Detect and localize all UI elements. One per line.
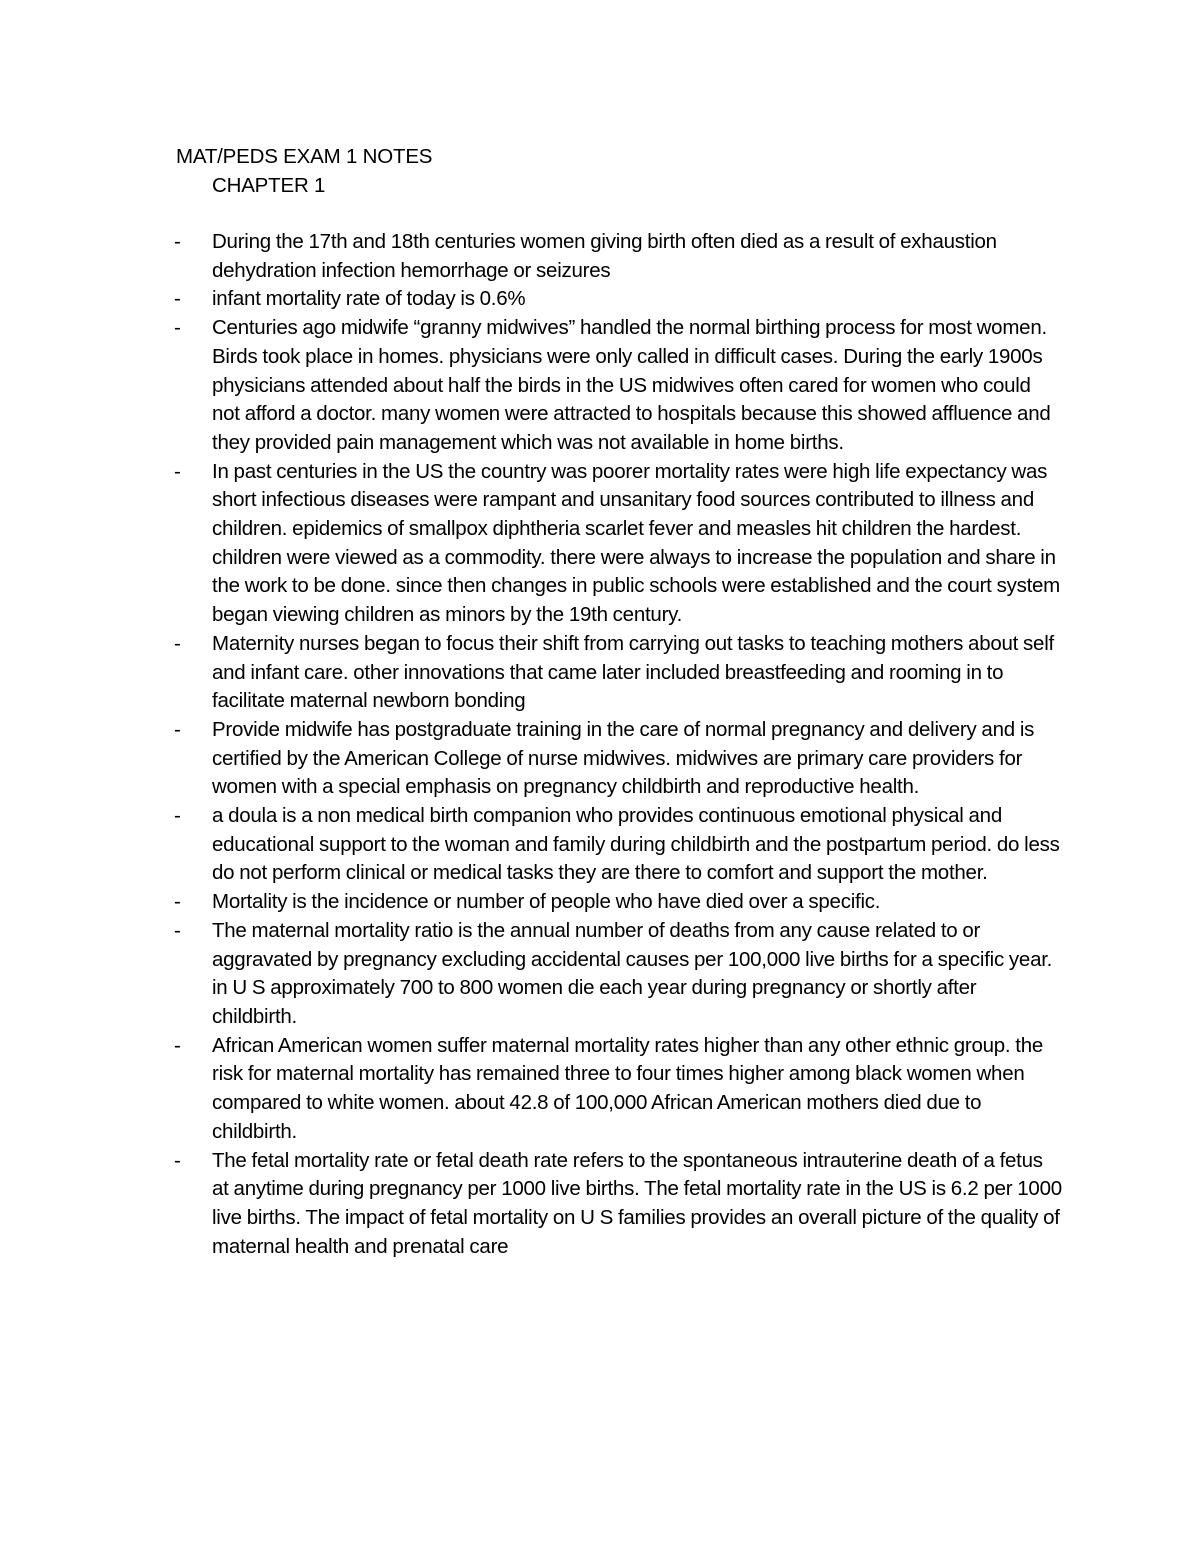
note-item	[0, 716, 1062, 802]
dash-bullet: -	[174, 890, 181, 914]
note-text: a doula is a non medical birth companion who provides continuous emotional physical and educational support to the woman and family during childbirth and the postpartum period. do less do not perform clinical or medical tasks they are there to comfort and support the mother.	[212, 804, 1060, 885]
note-item	[0, 802, 1062, 888]
note-item	[0, 458, 1062, 630]
note-text: African American women suffer maternal mortality rates higher than any other ethnic group. the risk for maternal mortality has remained three to four times higher among black women when compared to white women. about 42.8 of 100,000 African American mothers died due to childbirth.	[212, 1033, 1044, 1143]
note-item	[0, 1147, 1062, 1262]
note-item	[0, 888, 1062, 917]
note-text: The maternal mortality ratio is the annual number of deaths from any cause related to or aggravated by pregnancy excluding accidental causes per 100,000 live births for a specific year. in U S approximately 700 to 800 women die each year during pregnancy or shortly after childbirth.	[212, 918, 1053, 1028]
note-text: Mortality is the incidence or number of people who have died over a specific.	[212, 890, 881, 914]
note-text: Maternity nurses began to focus their shift from carrying out tasks to teaching mothers about self and infant care. other innovations that came later included breastfeeding and rooming in to facilitate maternal newborn bonding	[212, 631, 1054, 713]
chapter-heading: CHAPTER 1	[212, 174, 326, 197]
dash-bullet: -	[174, 1033, 181, 1057]
note-item	[0, 1032, 1062, 1147]
document-title: MAT/PEDS EXAM 1 NOTES	[176, 145, 433, 168]
note-text: The fetal mortality rate or fetal death rate refers to the spontaneous intrauterine death of a fetus at anytime during pregnancy per 1000 live births. The fetal mortality rate in the US is 6.2 per 1000 live births. The impact of fetal mortality on U S families provides an overall picture of the quality of maternal health and prenatal care	[212, 1148, 1062, 1258]
note-item	[0, 630, 1062, 716]
dash-bullet: -	[174, 287, 181, 311]
note-text: infant mortality rate of today is 0.6%	[212, 287, 526, 311]
dash-bullet: -	[174, 804, 181, 828]
note-item	[0, 228, 1062, 285]
note-item	[0, 285, 1062, 314]
dash-bullet: -	[174, 230, 181, 253]
note-item	[0, 314, 1062, 458]
note-item	[0, 917, 1062, 1032]
notes-list	[0, 228, 1200, 1261]
dash-bullet: -	[174, 316, 181, 340]
dash-bullet: -	[174, 918, 181, 942]
dash-bullet: -	[174, 1148, 181, 1172]
dash-bullet: -	[174, 459, 181, 483]
note-text: Provide midwife has postgraduate training in the care of normal pregnancy and delivery and is certified by the American College of nurse midwives. midwives are primary care providers for women with a special emphasis on pregnancy childbirth and reproductive health.	[212, 717, 1035, 799]
dash-bullet: -	[174, 631, 181, 655]
note-text: During the 17th and 18th centuries women giving birth often died as a result of exhaustion dehydration infection hemorrhage or seizures	[212, 230, 997, 282]
note-text: In past centuries in the US the country was poorer mortality rates were high life expectancy was short infectious diseases were rampant and unsanitary food sources contributed to illness and children. epidemics of smallpox diphtheria scarlet fever and measles hit children the hardest. children were viewed as a commodity. there were always to increase the population and share in the work to be done. since then changes in public schools were established and the court system began viewing children as minors by the 19th century.	[212, 459, 1060, 627]
dash-bullet: -	[174, 717, 181, 741]
note-text: Centuries ago midwife “granny midwives” handled the normal birthing process for most women. Birds took place in homes. physicians were only called in difficult cases. During the early 1900s physicians attended about half the birds in the US midwives often cared for women who could not afford a doctor. many women were attracted to hospitals because this showed affluence and they provided pain management which was not available in home births.	[212, 316, 1051, 454]
